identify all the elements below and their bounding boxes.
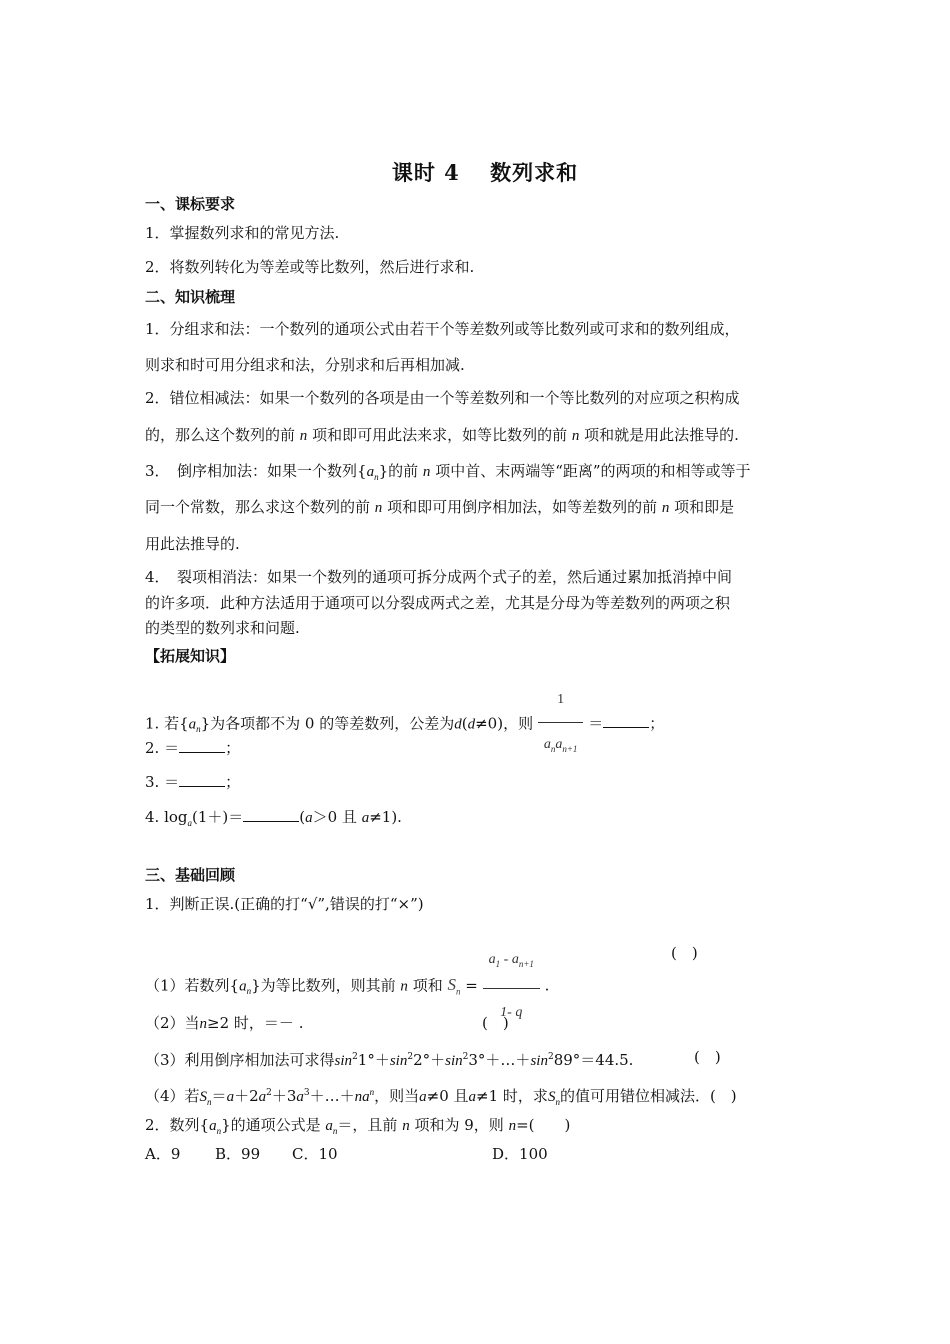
var-a: a <box>239 978 247 995</box>
method4-line2: 的许多项．此种方法适用于通项可以分裂成两式之差，尤其是分母为等差数列的两项之积 <box>145 594 731 612</box>
sub-n: n <box>246 986 252 997</box>
var-a: a <box>305 810 313 826</box>
var-n: n <box>374 500 383 516</box>
text: （2）当 <box>145 1014 200 1032</box>
text: （3）利用倒序相加法可求得 <box>145 1051 335 1069</box>
sum-symbol <box>447 975 461 997</box>
question1-part2 <box>145 1012 303 1035</box>
sub-n: n <box>207 1097 212 1107</box>
text: （4）若 <box>145 1087 200 1105</box>
sub-n: n <box>332 1126 338 1136</box>
method3-line3: 用此法推导的. <box>145 535 240 553</box>
var-d: d <box>454 716 462 733</box>
option-b[interactable]: B．99 <box>215 1145 261 1163</box>
fraction-numerator <box>483 938 540 988</box>
question1-part3 <box>145 1046 633 1072</box>
text: }的通项公式是 <box>221 1116 321 1134</box>
section1-item1: 1．掌握数列求和的常见方法. <box>145 224 340 242</box>
sub-a: a <box>187 818 193 828</box>
answer-blank[interactable] <box>243 807 299 822</box>
text: 项中首、末两端等“距离”的两项的和相等或等于 <box>435 462 751 480</box>
sup-2: 2 <box>407 1052 414 1062</box>
sin: sin <box>445 1053 463 1069</box>
var-n: n <box>661 500 670 516</box>
text: 3. ＝ <box>145 773 180 791</box>
var-a: a <box>296 1089 304 1105</box>
method2-line2 <box>145 424 739 447</box>
var-a: a <box>209 1118 217 1134</box>
text: ( <box>461 714 468 733</box>
method2-line1: 2．错位相减法：如果一个数列的各项是由一个等差数列和一个等比数列的对应项之积构成 <box>145 389 740 407</box>
text: ＞0 且 <box>312 808 357 826</box>
question2 <box>145 1114 570 1143</box>
var-n: n <box>402 1118 410 1134</box>
text: ＋…＋ <box>309 1087 355 1105</box>
sub-1: 1 <box>495 958 501 969</box>
text: 项和即是 <box>674 498 735 516</box>
text: ＝，且前 <box>337 1116 398 1134</box>
sup-n: n <box>369 1087 375 1097</box>
text: a <box>511 952 519 967</box>
option-c[interactable]: C．10 <box>292 1145 338 1163</box>
sub-n: n <box>374 472 379 482</box>
var-n: n <box>571 428 580 444</box>
text: ，则当 <box>374 1087 420 1105</box>
var-S: S <box>547 1089 556 1105</box>
text: 1°＋ <box>357 1051 390 1069</box>
text: ＝ <box>588 714 604 733</box>
sin: sin <box>334 1053 353 1069</box>
method4-line3: 的类型的数列求和问题. <box>145 619 300 637</box>
var-a: a <box>362 1089 370 1105</box>
option-d[interactable]: D．100 <box>492 1145 548 1163</box>
fraction-denominator: 1- q <box>483 988 540 1035</box>
method4-line1: 4． 裂项相消法：如果一个数列的通项可拆分成两个式子的差，然后通过累加抵消掉中间 <box>145 568 733 586</box>
sup-2: 2 <box>547 1052 554 1062</box>
answer-paren[interactable]: ( ) <box>671 944 698 962</box>
text: (1＋)＝ <box>192 808 244 826</box>
sub-n: n <box>550 743 556 754</box>
answer-paren[interactable]: ( ) <box>709 1087 737 1105</box>
section2-heading: 二、知识梳理 <box>145 288 236 306</box>
sup-2: 2 <box>266 1088 272 1098</box>
var-a: a <box>468 1089 477 1105</box>
text: ≠1). <box>369 808 402 826</box>
text: 项和 <box>412 976 443 995</box>
sub-n: n <box>216 1126 222 1136</box>
text: }的前 <box>378 462 419 480</box>
sub-n-plus-1: n+1 <box>562 743 578 754</box>
text: ＋2 <box>234 1087 259 1105</box>
text: ＝ <box>211 1087 227 1105</box>
var-n: n <box>199 1016 208 1032</box>
page-title: 课时 4 数列求和 <box>391 160 579 185</box>
sup-2: 2 <box>462 1052 469 1062</box>
text: ＋3 <box>271 1087 297 1105</box>
var-n: n <box>354 1089 363 1105</box>
answer-blank[interactable] <box>179 772 225 787</box>
var-a: a <box>226 1089 235 1105</box>
var-n: n <box>299 428 308 444</box>
text: 2°＋ <box>413 1051 446 1069</box>
var-a: a <box>419 1089 427 1105</box>
sub-n: n <box>555 1097 560 1107</box>
var-n: n <box>400 978 408 995</box>
text: 3． 倒序相加法：如果一个数列{ <box>145 462 367 480</box>
method1-line1: 1．分组求和法：一个数列的通项公式由若干个等差数列或等比数列或可求和的数列组成， <box>145 320 740 338</box>
text: - <box>500 952 512 967</box>
section1-item2: 2．将数列转化为等差或等比数列，然后进行求和. <box>145 258 475 276</box>
fraction-numerator: 1 <box>557 692 565 707</box>
text: ( <box>299 808 306 826</box>
text: 的，那么这个数列的前 <box>145 426 296 444</box>
text: ； <box>649 714 665 733</box>
var-d: d <box>467 716 476 733</box>
var-a: a <box>555 737 563 752</box>
text: ≠0 且 <box>426 1087 469 1105</box>
section1-heading: 一、课标要求 <box>145 195 236 213</box>
text: 89°＝44.5. <box>553 1051 634 1069</box>
answer-paren[interactable]: ( ) <box>482 1014 509 1032</box>
text: ； <box>225 773 241 791</box>
text: 的值可用错位相减法． <box>559 1087 710 1105</box>
text: 项和就是用此法推导的. <box>584 426 739 444</box>
text: 项和即可用此法来求，如等比数列的前 <box>312 426 568 444</box>
sub-n: n <box>196 724 201 735</box>
fraction <box>538 680 584 769</box>
extension-item4 <box>145 806 402 835</box>
text: 项和为 9，则 <box>414 1116 504 1134</box>
answer-blank[interactable] <box>603 713 649 728</box>
text: ≠0)，则 <box>475 714 534 733</box>
var-a: a <box>325 1118 333 1134</box>
text: ； <box>225 739 241 757</box>
sub-n-plus-1: n+1 <box>518 958 534 969</box>
text: =( ) <box>516 1116 571 1134</box>
text: ≠1 时，求 <box>476 1087 548 1105</box>
text: 2．数列{ <box>145 1116 210 1134</box>
sup-3: 3 <box>303 1088 310 1098</box>
fraction-denominator <box>538 722 584 769</box>
text: }为等比数列，则其前 <box>251 976 396 995</box>
text: ≥2 时，＝－ . <box>207 1014 304 1032</box>
extension-item3 <box>145 771 240 793</box>
var-a: a <box>258 1089 267 1105</box>
section3-heading: 三、基础回顾 <box>145 866 236 884</box>
method3-line2 <box>145 496 734 519</box>
text: 1. 若{ <box>145 714 189 733</box>
sub-n: n <box>456 986 461 997</box>
text: 3°＋…＋ <box>468 1051 531 1069</box>
extension-heading: 【拓展知识】 <box>145 647 236 665</box>
var-n: n <box>422 464 431 480</box>
text: a <box>488 952 496 967</box>
answer-paren[interactable]: ( ) <box>694 1048 721 1066</box>
text: 4. log <box>145 808 188 826</box>
extension-item2 <box>145 737 240 759</box>
sup-2: 2 <box>352 1052 358 1062</box>
var-a: a <box>361 810 370 826</box>
method1-line2: 则求和时可用分组求和法，分别求和后再相加减. <box>145 356 465 374</box>
sin: sin <box>389 1053 408 1069</box>
method3-line1 <box>145 460 751 489</box>
text: （1）若数列{ <box>145 976 240 995</box>
question1: 1．判断正误.(正确的打“√”,错误的打“×”) <box>145 895 424 913</box>
text: S <box>447 975 456 995</box>
text: }为各项都不为 0 的等差数列，公差为 <box>200 714 455 733</box>
answer-blank[interactable] <box>179 738 225 753</box>
var-a: a <box>543 737 551 752</box>
var-a: a <box>366 464 375 480</box>
text: . <box>544 976 550 995</box>
text: 同一个常数，那么求这个数列的前 <box>145 498 371 516</box>
var-a: a <box>188 716 197 733</box>
sin: sin <box>530 1053 548 1069</box>
var-n: n <box>508 1118 517 1134</box>
text: 项和即可用倒序相加法，如等差数列的前 <box>387 498 658 516</box>
text: = <box>465 976 478 995</box>
option-a[interactable]: A．9 <box>145 1145 181 1163</box>
var-S: S <box>199 1089 208 1105</box>
question1-part4 <box>145 1081 737 1114</box>
text: 2. ＝ <box>145 739 180 757</box>
question2-options <box>145 1143 180 1165</box>
